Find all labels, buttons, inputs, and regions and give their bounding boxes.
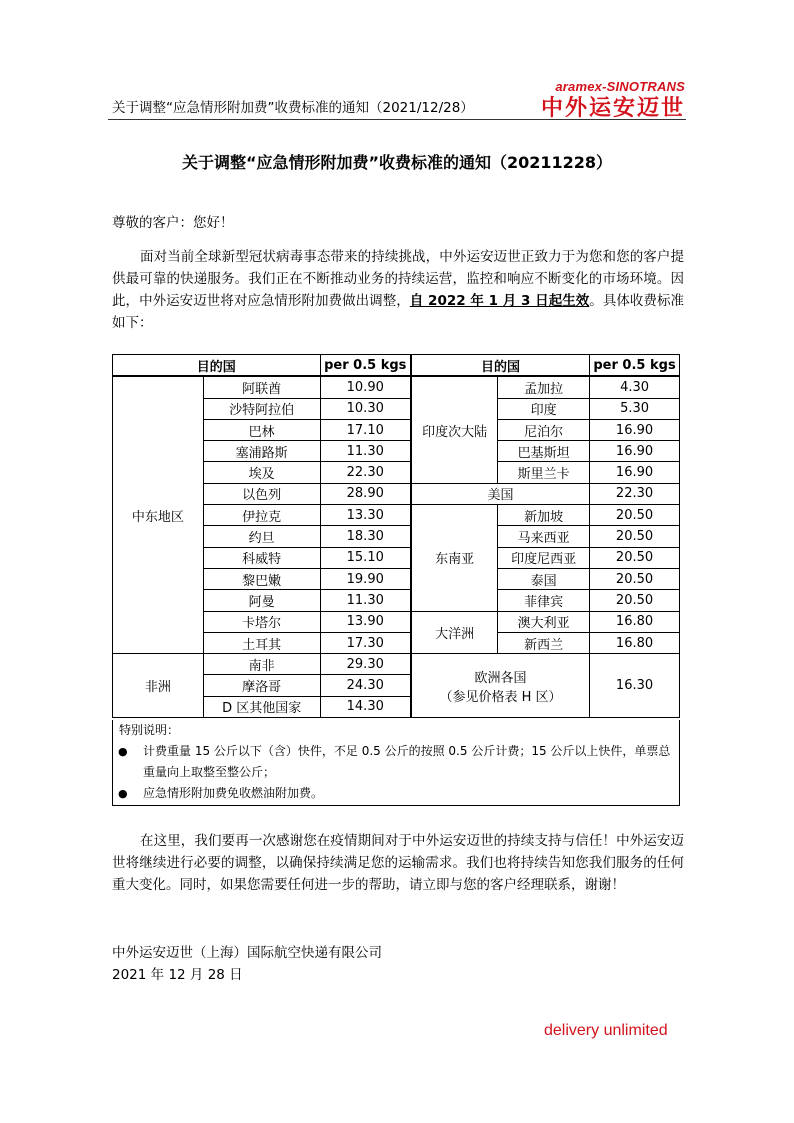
price-cell: 18.30 xyxy=(320,526,411,547)
region-mideast: 中东地区 xyxy=(113,376,204,653)
country-cell: 沙特阿拉伯 xyxy=(203,398,320,419)
country-cell: 阿联酋 xyxy=(203,376,320,398)
price-cell: 13.90 xyxy=(320,611,411,632)
price-cell: 14.30 xyxy=(320,696,411,717)
logo-wordmark: aramex-SINOTRANS xyxy=(555,79,685,94)
region-southeast-asia: 东南亚 xyxy=(411,505,498,611)
page-title: 关于调整“应急情形附加费”收费标准的通知（20211228） xyxy=(181,153,613,172)
list-item xyxy=(113,783,679,804)
signature-block xyxy=(112,942,382,986)
price-cell: 5.30 xyxy=(590,398,680,419)
header-divider xyxy=(108,119,686,120)
price-cell: 28.90 xyxy=(320,483,411,504)
region-india: 印度次大陆 xyxy=(411,376,498,483)
price-cell: 24.30 xyxy=(320,675,411,696)
price-cell: 20.50 xyxy=(590,505,680,526)
price-cell: 10.30 xyxy=(320,398,411,419)
country-cell: 南非 xyxy=(203,654,320,675)
special-notes-box xyxy=(112,720,680,806)
country-cell: 孟加拉 xyxy=(498,376,590,398)
europe-note: （参见价格表 H 区） xyxy=(439,689,562,705)
country-cell: 约旦 xyxy=(203,526,320,547)
table-row xyxy=(113,654,680,675)
country-cell: D 区其他国家 xyxy=(203,696,320,717)
intro-text: 面对当前全球新型冠状病毒事态带来的持续挑战，中外运安迈世正致力于为您和您的客户提供最可靠的快递服务。我们正在不断推动业务的持续运营，监控和响应不断变化的市场环境。因此，中外运安迈世将对应急情形附加费做出调整， xyxy=(112,249,684,309)
country-cell: 新西兰 xyxy=(498,632,590,653)
closing-paragraph: 在这里，我们要再一次感谢您在疫情期间对于中外运安迈世的持续支持与信任！中外运安迈世将继续进行必要的调整，以确保持续满足您的运输需求。我们也将持续告知您我们服务的任何重大变化。同时，如果您需要任何进一步的帮助，请立即与您的客户经理联系，谢谢！ xyxy=(112,833,684,893)
country-cell: 新加坡 xyxy=(498,505,590,526)
price-cell: 20.50 xyxy=(590,547,680,568)
logo-chinese-name: 中外运安迈世 xyxy=(540,95,685,120)
effective-date-emphasis: 自 2022 年 1 月 3 日起生效 xyxy=(409,293,590,309)
notes-title: 特别说明： xyxy=(119,723,180,737)
signer-company: 中外运安迈世（上海）国际航空快递有限公司 xyxy=(112,945,382,961)
region-oceania: 大洋洲 xyxy=(411,611,498,654)
country-cell: 泰国 xyxy=(498,568,590,589)
price-cell: 16.80 xyxy=(590,611,680,632)
price-cell: 29.30 xyxy=(320,654,411,675)
price-cell: 13.30 xyxy=(320,505,411,526)
table-header-row xyxy=(113,355,680,377)
note-text: 应急情形附加费免收燃油附加费。 xyxy=(143,786,324,800)
intro-paragraph xyxy=(112,246,684,334)
table-row xyxy=(113,376,680,398)
country-cell: 科威特 xyxy=(203,547,320,568)
header-destination: 目的国 xyxy=(113,355,321,377)
price-cell: 15.10 xyxy=(320,547,411,568)
country-cell: 以色列 xyxy=(203,483,320,504)
price-cell: 20.50 xyxy=(590,526,680,547)
country-cell: 埃及 xyxy=(203,462,320,483)
price-cell: 22.30 xyxy=(590,483,680,504)
header-price: per 0.5 kgs xyxy=(590,355,680,377)
country-cell: 土耳其 xyxy=(203,632,320,653)
price-cell: 16.80 xyxy=(590,632,680,653)
country-cell: 斯里兰卡 xyxy=(498,462,590,483)
price-cell: 11.30 xyxy=(320,441,411,462)
price-cell: 16.30 xyxy=(590,654,680,718)
country-cell: 塞浦路斯 xyxy=(203,441,320,462)
header-destination: 目的国 xyxy=(411,355,590,377)
note-text: 计费重量 15 公斤以下（含）快件，不足 0.5 公斤的按照 0.5 公斤计费；15 公斤以上快件，单票总重量向上取整至整公斤； xyxy=(143,744,671,779)
price-cell: 19.90 xyxy=(320,568,411,589)
header-price: per 0.5 kgs xyxy=(320,355,411,377)
price-cell: 16.90 xyxy=(590,441,680,462)
country-cell: 巴林 xyxy=(203,419,320,440)
notes-list xyxy=(113,741,679,804)
price-cell: 4.30 xyxy=(590,376,680,398)
surcharge-rate-table xyxy=(112,354,680,718)
company-logo xyxy=(530,80,685,120)
country-cell: 印度 xyxy=(498,398,590,419)
price-cell: 10.90 xyxy=(320,376,411,398)
region-africa: 非洲 xyxy=(113,654,204,718)
price-cell: 11.30 xyxy=(320,590,411,611)
country-cell: 黎巴嫩 xyxy=(203,568,320,589)
country-cell: 印度尼西亚 xyxy=(498,547,590,568)
europe-label: 欧洲各国 xyxy=(474,670,527,686)
bullet-icon: ● xyxy=(118,787,128,800)
greeting: 尊敬的客户：您好！ xyxy=(112,215,234,231)
country-cell: 马来西亚 xyxy=(498,526,590,547)
price-cell: 17.10 xyxy=(320,419,411,440)
country-cell: 摩洛哥 xyxy=(203,675,320,696)
brand-slogan: delivery unlimited xyxy=(544,1022,668,1039)
country-cell: 伊拉克 xyxy=(203,505,320,526)
country-cell: 菲律宾 xyxy=(498,590,590,611)
country-cell: 澳大利亚 xyxy=(498,611,590,632)
price-cell: 16.90 xyxy=(590,462,680,483)
signature-date: 2021 年 12 月 28 日 xyxy=(112,967,243,983)
price-cell: 20.50 xyxy=(590,590,680,611)
price-cell: 17.30 xyxy=(320,632,411,653)
price-cell: 16.90 xyxy=(590,419,680,440)
header-document-label: 关于调整“应急情形附加费”收费标准的通知（2021/12/28） xyxy=(112,100,474,116)
country-cell: 卡塔尔 xyxy=(203,611,320,632)
country-cell: 巴基斯坦 xyxy=(498,441,590,462)
bullet-icon: ● xyxy=(118,745,128,758)
country-cell-europe xyxy=(411,654,590,718)
country-cell: 阿曼 xyxy=(203,590,320,611)
price-cell: 20.50 xyxy=(590,568,680,589)
country-cell: 尼泊尔 xyxy=(498,419,590,440)
intro-text-end: 。具体收费标准如下： xyxy=(112,293,685,331)
list-item xyxy=(113,741,679,783)
price-cell: 22.30 xyxy=(320,462,411,483)
country-cell-usa: 美国 xyxy=(411,483,590,504)
